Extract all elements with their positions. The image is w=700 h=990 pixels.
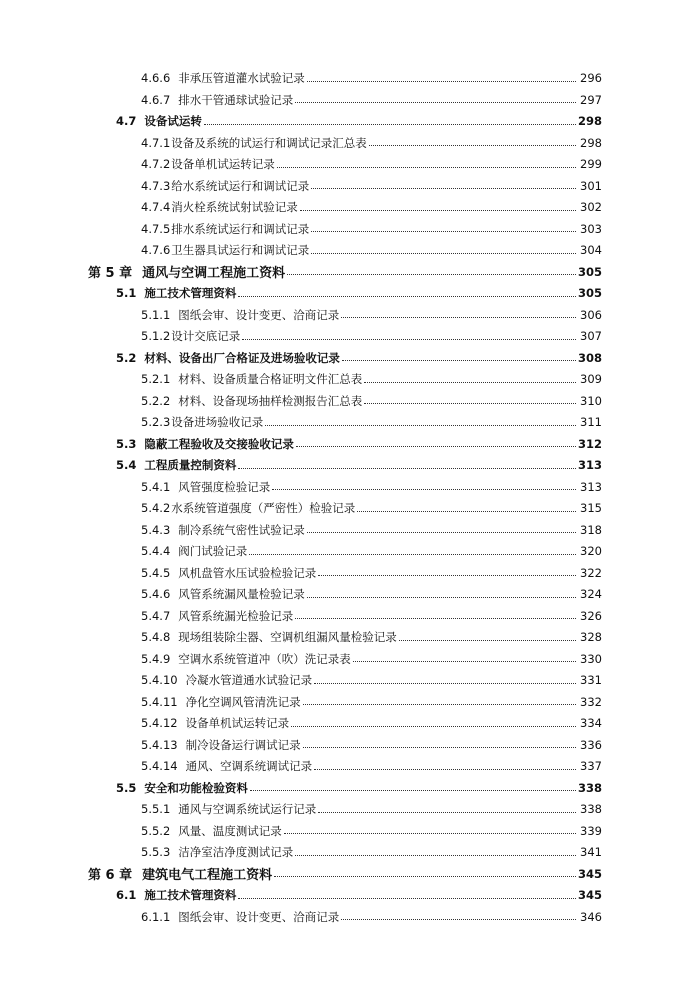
dot-leader (238, 898, 576, 899)
toc-entry-number: 4.7.2 (141, 157, 171, 171)
dot-leader (291, 726, 576, 727)
toc-entry-page: 305 (578, 264, 603, 279)
toc-entry[interactable] (141, 908, 602, 926)
toc-entry[interactable] (141, 736, 602, 754)
toc-entry-number: 5.4.9 (141, 651, 171, 666)
toc-entry-number: 第 5 章 (88, 266, 133, 281)
toc-entry[interactable] (116, 779, 602, 797)
toc-entry-page: 326 (580, 608, 602, 623)
toc-entry-page: 312 (578, 436, 603, 451)
toc-entry[interactable] (116, 456, 602, 474)
dot-leader (296, 446, 576, 447)
toc-entry[interactable] (88, 263, 602, 281)
toc-entry-number: 5.4.3 (141, 522, 171, 537)
toc-entry[interactable] (141, 714, 602, 732)
toc-entry-number: 5.4.12 (141, 716, 178, 730)
toc-entry-number: 5.4.11 (141, 694, 178, 709)
toc-entry-title: 风管系统漏光检验记录 (178, 608, 294, 623)
toc-entry-number: 4.6.7 (141, 92, 171, 107)
toc-entry-page: 311 (580, 415, 602, 429)
toc-entry-number: 5.5.1 (141, 802, 171, 816)
toc-entry-number: 4.7.3 (141, 178, 171, 193)
toc-entry-number: 5.4.13 (141, 737, 178, 752)
toc-entry[interactable] (141, 306, 602, 324)
toc-entry-page: 313 (580, 479, 602, 494)
toc-entry-number: 5.4.5 (141, 565, 171, 580)
toc-entry-page: 298 (580, 135, 602, 150)
toc-entry-page: 341 (580, 845, 602, 859)
dot-leader (238, 468, 576, 469)
toc-entry-title: 卫生器具试运行和调试记录 (171, 243, 310, 257)
toc-entry[interactable] (141, 91, 602, 109)
toc-entry-number: 5.4.2 (141, 501, 171, 515)
dot-leader (249, 554, 576, 555)
toc-entry-number: 4.7.4 (141, 200, 171, 214)
dot-leader (341, 317, 576, 318)
toc-entry-page: 345 (578, 866, 603, 881)
toc-entry[interactable] (141, 392, 602, 410)
toc-entry-number: 5.3 (116, 436, 137, 451)
toc-entry-title: 制冷系统气密性试验记录 (178, 522, 305, 537)
toc-entry-number: 4.7.5 (141, 221, 171, 236)
toc-entry[interactable] (141, 177, 602, 195)
toc-entry-number: 5.1.2 (141, 329, 171, 343)
toc-entry-number: 6.1 (116, 888, 137, 902)
dot-leader (295, 618, 576, 619)
toc-entry[interactable] (141, 370, 602, 388)
toc-entry-title: 材料、设备质量合格证明文件汇总表 (178, 372, 363, 386)
toc-entry-page: 332 (580, 694, 602, 709)
toc-entry-page: 315 (580, 501, 602, 515)
toc-entry-page: 297 (580, 92, 602, 107)
toc-entry-page: 301 (580, 178, 602, 193)
toc-entry-title: 风量、温度测试记录 (178, 823, 282, 838)
dot-leader (311, 188, 576, 189)
toc-entry-page: 345 (578, 888, 603, 902)
toc-entry-page: 320 (580, 544, 602, 558)
toc-entry[interactable] (141, 800, 602, 818)
toc-entry[interactable] (141, 198, 602, 216)
toc-entry-page: 330 (580, 651, 602, 666)
dot-leader (250, 790, 576, 791)
toc-entry-title: 材料、设备出厂合格证及进场验收记录 (144, 350, 340, 365)
toc-entry-page: 305 (578, 286, 603, 300)
dot-leader (307, 532, 576, 533)
toc-entry-title: 设备及系统的试运行和调试记录汇总表 (171, 135, 367, 150)
dot-leader (341, 919, 576, 920)
toc-entry-page: 338 (578, 780, 603, 795)
toc-entry[interactable] (141, 693, 602, 711)
toc-entry-title: 净化空调风管清洗记录 (185, 694, 301, 709)
toc-entry[interactable] (141, 542, 602, 560)
toc-entry-number: 5.4.6 (141, 587, 171, 601)
toc-entry[interactable] (141, 413, 602, 431)
dot-leader (274, 876, 576, 877)
toc-entry-title: 施工技术管理资料 (144, 286, 237, 300)
toc-entry-title: 图纸会审、设计变更、洽商记录 (178, 307, 340, 322)
toc-entry-number: 5.4.1 (141, 479, 171, 494)
toc-entry-number: 4.7 (116, 114, 137, 128)
toc-entry-title: 给水系统试运行和调试记录 (171, 178, 310, 193)
toc-entry-title: 水系统管道强度（严密性）检验记录 (171, 501, 356, 515)
toc-entry-title: 洁净室洁净度测试记录 (178, 845, 294, 859)
toc-entry[interactable] (141, 671, 602, 689)
toc-entry-title: 建筑电气工程施工资料 (142, 868, 273, 883)
toc-entry[interactable] (141, 822, 602, 840)
toc-entry-number: 5.2.1 (141, 372, 171, 386)
toc-entry-title: 图纸会审、设计变更、洽商记录 (178, 909, 340, 924)
toc-entry-page: 313 (578, 458, 603, 472)
toc-entry[interactable] (141, 650, 602, 668)
toc-entry-page: 322 (580, 565, 602, 580)
toc-entry-number: 5.4.14 (141, 759, 178, 773)
toc-entry-page: 304 (580, 243, 602, 257)
toc-entry-number: 第 6 章 (88, 868, 133, 883)
toc-entry-page: 324 (580, 587, 602, 601)
toc-entry-number: 5.5.2 (141, 823, 171, 838)
toc-entry-title: 材料、设备现场抽样检测报告汇总表 (178, 393, 363, 408)
toc-entry-page: 318 (580, 522, 602, 537)
toc-entry-number: 5.1 (116, 286, 137, 300)
toc-entry-title: 通风与空调系统试运行记录 (178, 802, 317, 816)
toc-entry-page: 299 (580, 157, 602, 171)
toc-entry[interactable] (141, 241, 602, 259)
dot-leader (204, 124, 576, 125)
toc-entry-page: 308 (578, 350, 603, 365)
toc-entry-title: 现场组装除尘器、空调机组漏风量检验记录 (178, 630, 397, 644)
dot-leader (287, 274, 576, 275)
toc-entry[interactable] (141, 499, 602, 517)
toc-entry-title: 非承压管道灌水试验记录 (178, 71, 305, 85)
toc-entry[interactable] (116, 284, 602, 302)
dot-leader (318, 575, 576, 576)
toc-entry-title: 排水系统试运行和调试记录 (171, 221, 310, 236)
toc-entry-number: 5.4.8 (141, 630, 171, 644)
toc-entry-number: 5.4.4 (141, 544, 171, 558)
toc-entry[interactable] (141, 585, 602, 603)
dot-leader (265, 425, 576, 426)
toc-entry-page: 337 (580, 759, 602, 773)
toc-entry-title: 设备单机试运转记录 (171, 157, 275, 171)
dot-leader (357, 511, 576, 512)
toc-entry-title: 施工技术管理资料 (144, 888, 237, 902)
toc-entry-page: 306 (580, 307, 602, 322)
toc-entry-title: 设备试运转 (144, 114, 202, 128)
toc-entry-number: 5.4 (116, 458, 137, 472)
dot-leader (295, 102, 576, 103)
dot-leader (272, 489, 576, 490)
dot-leader (277, 167, 576, 168)
toc-entry-number: 5.5 (116, 780, 137, 795)
toc-entry-title: 隐蔽工程验收及交接验收记录 (144, 436, 294, 451)
toc-entry-page: 339 (580, 823, 602, 838)
dot-leader (311, 231, 576, 232)
toc-entry-title: 排水干管通球试验记录 (178, 92, 294, 107)
toc-entry[interactable] (116, 886, 602, 904)
toc-entry-title: 设计交底记录 (171, 329, 241, 343)
toc-entry-number: 4.7.1 (141, 135, 171, 150)
dot-leader (300, 210, 576, 211)
dot-leader (295, 855, 576, 856)
toc-entry[interactable] (141, 478, 602, 496)
toc-entry[interactable] (141, 628, 602, 646)
toc-entry[interactable] (141, 607, 602, 625)
toc-entry[interactable] (116, 112, 602, 130)
dot-leader (364, 382, 576, 383)
toc-entry-page: 346 (580, 909, 602, 924)
toc-entry[interactable] (141, 69, 602, 87)
toc-entry[interactable] (141, 134, 602, 152)
toc-entry-number: 5.4.7 (141, 608, 171, 623)
toc-entry-title: 工程质量控制资料 (144, 458, 237, 472)
toc-entry-number: 5.1.1 (141, 307, 171, 322)
dot-leader (311, 253, 576, 254)
toc-entry-title: 阀门试验记录 (178, 544, 248, 558)
dot-leader (303, 704, 576, 705)
toc-entry-number: 6.1.1 (141, 909, 171, 924)
toc-entry[interactable] (141, 564, 602, 582)
dot-leader (314, 769, 576, 770)
dot-leader (318, 812, 576, 813)
toc-entry-page: 310 (580, 393, 602, 408)
dot-leader (284, 833, 576, 834)
toc-entry[interactable] (116, 349, 602, 367)
dot-leader (307, 597, 576, 598)
toc-entry[interactable] (141, 757, 602, 775)
toc-entry-page: 302 (580, 200, 602, 214)
dot-leader (342, 360, 576, 361)
toc-entry-page: 303 (580, 221, 602, 236)
toc-entry-title: 通风、空调系统调试记录 (185, 759, 313, 773)
toc-entry[interactable] (141, 843, 602, 861)
toc-entry-number: 4.6.6 (141, 71, 171, 85)
toc-entry[interactable] (116, 435, 602, 453)
toc-entry-title: 通风与空调工程施工资料 (142, 266, 286, 281)
toc-entry-page: 334 (580, 716, 602, 730)
toc-entry-number: 5.2.2 (141, 393, 171, 408)
toc-entry-title: 消火栓系统试射试验记录 (171, 200, 298, 214)
toc-entry-page: 338 (580, 802, 602, 816)
toc-entry-title: 空调水系统管道冲（吹）洗记录表 (178, 651, 351, 666)
toc-entry-number: 5.2 (116, 350, 137, 365)
toc-entry-title: 安全和功能检验资料 (144, 780, 248, 795)
toc-entry-number: 5.5.3 (141, 845, 171, 859)
toc-entry-page: 298 (578, 114, 603, 128)
toc-entry-number: 5.4.10 (141, 673, 178, 687)
dot-leader (399, 640, 576, 641)
toc-entry-title: 设备单机试运转记录 (185, 716, 290, 730)
dot-leader (369, 145, 576, 146)
toc-entry-page: 296 (580, 71, 602, 85)
dot-leader (242, 339, 576, 340)
toc-entry-page: 309 (580, 372, 602, 386)
toc-entry[interactable] (141, 155, 602, 173)
dot-leader (314, 683, 576, 684)
dot-leader (364, 403, 576, 404)
dot-leader (238, 296, 576, 297)
toc-entry-number: 5.2.3 (141, 415, 171, 429)
toc-entry-number: 4.7.6 (141, 243, 171, 257)
toc-entry-page: 336 (580, 737, 602, 752)
toc-entry-title: 冷凝水管道通水试验记录 (185, 673, 313, 687)
toc-entry-page: 307 (580, 329, 602, 343)
toc-entry-title: 风管系统漏风量检验记录 (178, 587, 305, 601)
toc-entry-page: 331 (580, 673, 602, 687)
toc-entry-title: 风管强度检验记录 (178, 479, 271, 494)
toc-entry[interactable] (141, 220, 602, 238)
dot-leader (353, 661, 576, 662)
toc-entry-title: 风机盘管水压试验检验记录 (178, 565, 317, 580)
toc-entry[interactable] (88, 865, 602, 883)
toc-entry-page: 328 (580, 630, 602, 644)
dot-leader (303, 747, 576, 748)
toc-entry-title: 设备进场验收记录 (171, 415, 264, 429)
toc-entry-title: 制冷设备运行调试记录 (185, 737, 301, 752)
toc-entry[interactable] (141, 521, 602, 539)
toc-entry[interactable] (141, 327, 602, 345)
dot-leader (307, 81, 576, 82)
